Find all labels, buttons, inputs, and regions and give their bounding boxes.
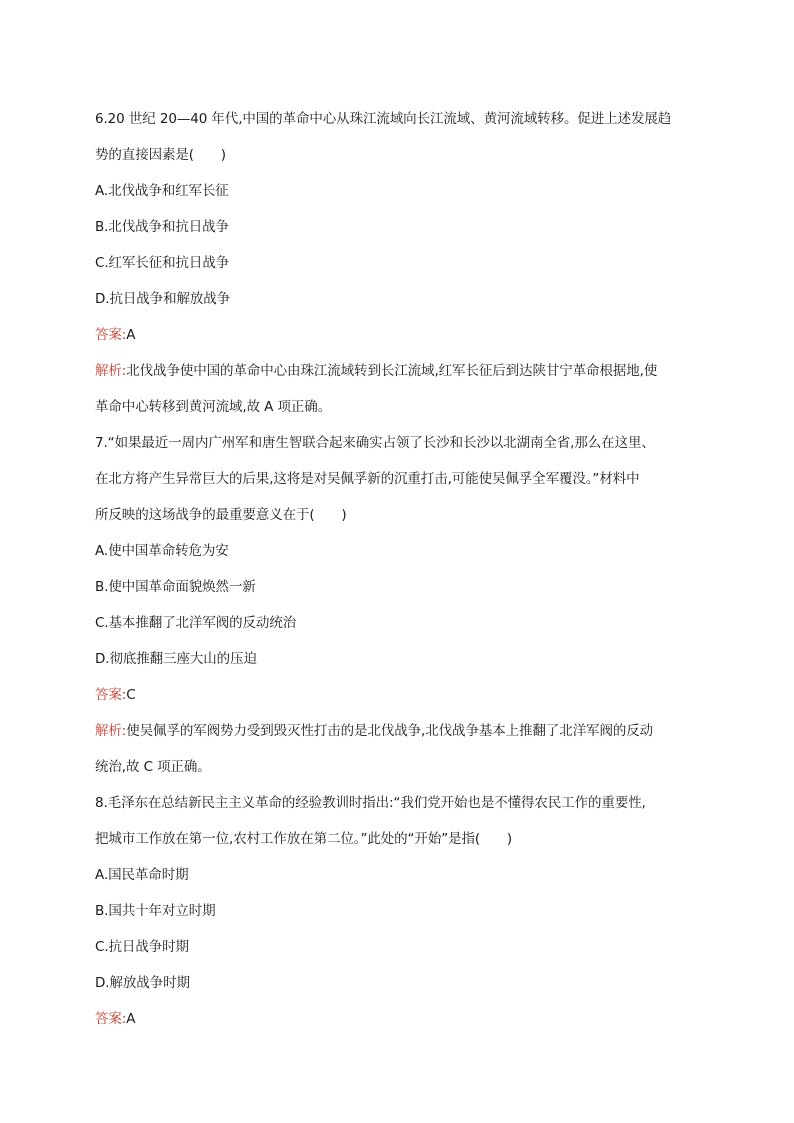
option-d: D.抗日战争和解放战争 [95,291,231,307]
option-a: A.国民革命时期 [95,867,189,883]
question-stem-line: 所反映的这场战争的最重要意义在于( ) [95,507,347,523]
question-8 [95,785,695,1037]
analysis-line: 革命中心转移到黄河流域,故 A 项正确。 [95,399,332,415]
option-d: D.解放战争时期 [95,975,190,991]
answer-value: A [126,1011,136,1027]
answer-line [95,1001,695,1037]
option-b: B.使中国革命面貌焕然一新 [95,579,256,595]
option-a: A.北伐战争和红军长征 [95,183,229,199]
option-c: C.抗日战争时期 [95,939,189,955]
option-b: B.国共十年对立时期 [95,903,216,919]
question-stem-line: 7.“如果最近一周内广州军和唐生智联合起来确实占领了长沙和长沙以北湖南全省,那么在这里、 [95,435,655,451]
question-stem-line: 8.毛泽东在总结新民主主义革命的经验教训时指出:“我们党开始也是不懂得农民工作的重要性, [95,795,646,811]
option-c: C.红军长征和抗日战争 [95,255,230,271]
answer-label: 答案: [95,687,127,703]
analysis-text: 北伐战争使中国的革命中心由珠江流域转到长江流域,红军长征后到达陕甘宁革命根据地,使 [126,363,658,379]
question-7 [95,425,695,785]
answer-value: C [126,687,136,703]
question-stem-line: 在北方将产生异常巨大的后果,这将是对吴佩孚新的沉重打击,可能使吴佩孚全军覆没。”材料中 [95,471,640,487]
answer-value: A [126,327,136,343]
analysis-text: 使吴佩孚的军阀势力受到毁灭性打击的是北伐战争,北伐战争基本上推翻了北洋军阀的反动 [126,723,654,739]
question-stem-line: 势的直接因素是( ) [95,147,226,163]
question-6 [95,101,695,425]
answer-line [95,317,695,353]
answer-line [95,677,695,713]
analysis-label: 解析: [95,363,127,379]
question-list [95,101,695,1037]
question-stem-line: 把城市工作放在第一位,农村工作放在第二位。”此处的“开始”是指( ) [95,831,513,847]
option-a: A.使中国革命转危为安 [95,543,229,559]
answer-label: 答案: [95,327,127,343]
analysis-line [95,353,695,389]
analysis-line: 统治,故 C 项正确。 [95,759,211,775]
analysis-line [95,713,695,749]
option-b: B.北伐战争和抗日战争 [95,219,229,235]
option-d: D.彻底推翻三座大山的压迫 [95,651,257,667]
option-c: C.基本推翻了北洋军阀的反动统治 [95,615,297,631]
analysis-label: 解析: [95,723,127,739]
answer-label: 答案: [95,1011,127,1027]
question-stem-line: 6.20 世纪 20—40 年代,中国的革命中心从珠江流域向长江流域、黄河流域转移。促进上述发展趋 [95,111,672,127]
